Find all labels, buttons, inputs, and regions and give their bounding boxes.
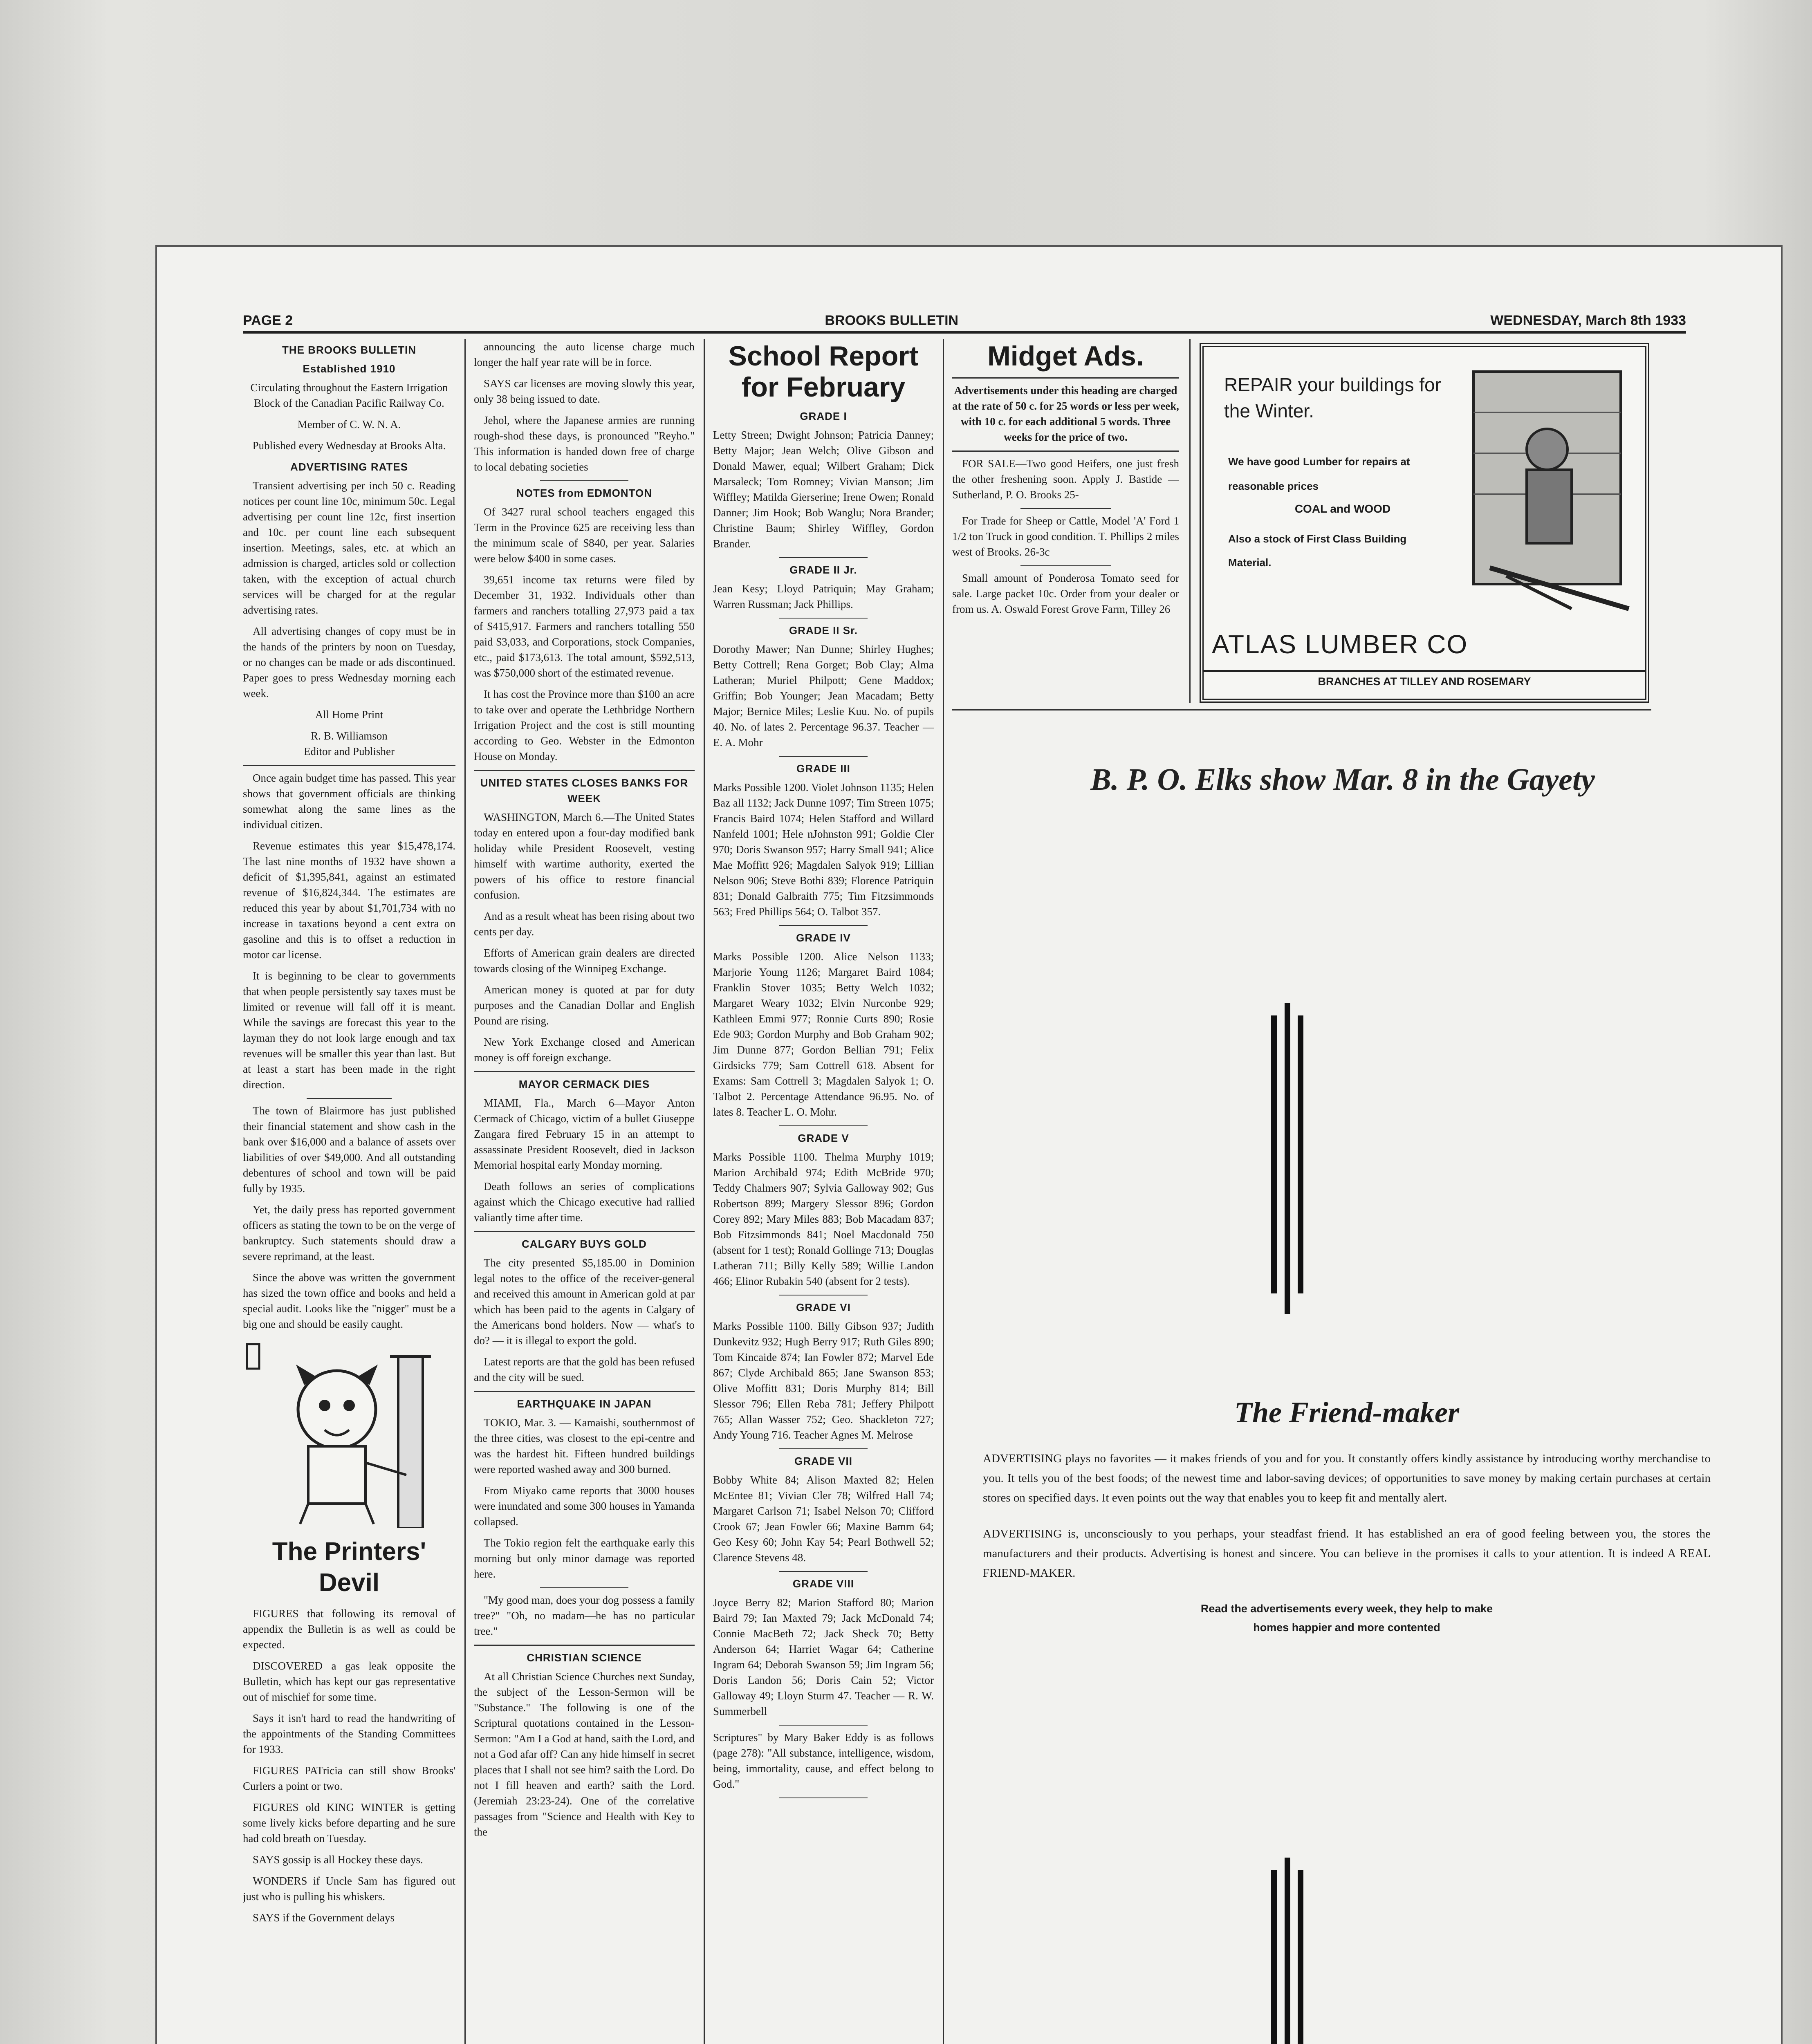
news-paragraph: And as a result wheat has been rising about two cents per day.	[474, 910, 695, 938]
grade-results: Bobby White 84; Alison Maxted 82; Helen McEntee 81; Vivian Cler 78; Wilfred Hall 74; Margaret Carlson 71; Isabel Nelson 70; Clifford Crook 67; Jean Fowler 66; Maxine Bamm 64; Geo Kesy 60; John Kay 54; Pearl Bothwell 52; Clarence Stevens 48.	[713, 1474, 934, 1564]
grade-results: Jean Kesy; Lloyd Patriquin; May Graham; Warren Russman; Jack Phillips.	[713, 583, 934, 610]
rates-heading: ADVERTISING RATES	[290, 461, 408, 473]
grade-heading: GRADE VIII	[792, 1578, 854, 1590]
home-print: All Home Print	[315, 708, 383, 721]
newspaper-page	[155, 245, 1783, 2044]
news-paragraph: MIAMI, Fla., March 6—Mayor Anton Cermack of Chicago, victim of a bullet Giuseppe Zangara fired February 15 in an attempt to assassinate President Roosevelt, died in Jackson Memorial hospital early Monday morning.	[474, 1097, 695, 1171]
grade-heading: GRADE IV	[796, 932, 851, 944]
earthquake-heading: EARTHQUAKE IN JAPAN	[517, 1398, 652, 1410]
decorative-bar	[1271, 1870, 1277, 2044]
decorative-bar	[1298, 1015, 1303, 1293]
decorative-bar	[1271, 1015, 1277, 1293]
banks-heading: UNITED STATES CLOSES BANKS FOR WEEK	[480, 777, 688, 805]
midget-ads-column	[952, 339, 1179, 707]
devil-item: Says it isn't hard to read the handwriting of the appointments of the Standing Committees for 1933.	[243, 1712, 455, 1755]
ad-line: We have good Lumber for repairs at reasonable prices	[1228, 455, 1410, 492]
classified-ad: For Trade for Sheep or Cattle, Model 'A' Ford 1 1/2 ton Truck in good condition. T. Phillips 2 miles west of Brooks. 26-3c	[952, 515, 1179, 558]
grade-results: Marks Possible 1100. Billy Gibson 937; Judith Dunkevitz 932; Hugh Berry 917; Ruth Giles 890; Tom Kincaide 874; Ian Fowler 872; Marvel Ede 867; Clyde Archibald 865; Jane Swanson 853; Olive Moffitt 831; Doris Murphy 814; Bill Slessor 796; Ellen Reba 781; Jeffery Philpott 765; Allan Wasser 752; Geo. Shackleton 727; Andy Young 716. Teacher Agnes M. Melrose	[713, 1320, 934, 1441]
editorial-paragraph: It is beginning to be clear to governments that when people persistently say taxes must be limited or revenue will fall off it is meant. While the savings are forecast this year to the layman they do not look large enough and tax revenues will be smaller this year than last. But at least a start has been made in the right direction.	[243, 970, 455, 1091]
devil-item: SAYS gossip is all Hockey these days.	[253, 1853, 423, 1866]
news-paragraph: Of 3427 rural school teachers engaged this Term in the Province 625 are receiving less than the minimum scale of $840, per year. Salaries were below $400 in some cases.	[474, 506, 695, 565]
divider	[952, 709, 1651, 710]
rates-text: Transient advertising per inch 50 c. Reading notices per count line 10c, minimum 50c. Legal advertising per count line 12c, first insertion and 10c. per count line each subsequent insertion. Meetings, sales, etc. at which an admission is charged, articles sold or collection taken, with the exception of actual church services will be charged for at the regular advertising rates.	[243, 480, 455, 616]
news-paragraph: Jehol, where the Japanese armies are running rough-shod these days, is pronounced "Reyho." This information is handed down free of charge to local debating societies	[474, 414, 695, 473]
atlas-lumber-ad	[1200, 343, 1649, 703]
editor-name: R. B. Williamson	[311, 730, 388, 742]
news-paragraph: From Miyako came reports that 3000 houses were inundated and some 300 houses in Yamanda collapsed.	[474, 1484, 695, 1528]
masthead: THE BROOKS BULLETIN	[282, 344, 417, 356]
friend-maker-footer: homes happier and more contented	[1253, 1621, 1440, 1634]
member-note: Member of C. W. N. A.	[297, 418, 401, 430]
news-paragraph: At all Christian Science Churches next Sunday, the subject of the Lesson-Sermon will be "Substance." The following is one of the Scriptural quotations contained in the Lesson-Sermon: "Am I a God at hand, saith the Lord, and not a God afar off? Can any hide himself in secret places that I shall not see him? saith the Lord. Do not I fill heaven and earth? saith the Lord. (Jeremiah 23:23-24). One of the correlative passages from "Science and Health with Key to the	[474, 1670, 695, 1838]
devil-item: FIGURES old KING WINTER is getting some lively kicks before departing and he sure had cold breath on Tuesday.	[243, 1801, 455, 1845]
news-paragraph: Death follows an series of complications against which the Chicago executive had rallied valiantly time after time.	[474, 1180, 695, 1224]
grade-results: Marks Possible 1100. Thelma Murphy 1019; Marion Archibald 974; Edith McBride 970; Teddy Chalmers 907; Sylvia Galloway 902; Gus Robertson 899; Margery Slessor 896; Gordon Corey 892; Mary Miles 883; Bob Macadam 837; Bob Fitzsimmonds 841; Noel Macdonald 750 (absent for 1 test); Ronald Gollinge 713; Douglas Latheran 711; Billy Kelly 589; Willie Landon 466; Elinor Rubakin 540 (absent for 2 tests).	[713, 1151, 934, 1287]
news-paragraph: American money is quoted at par for duty purposes and the Canadian Dollar and English Pound are rising.	[474, 984, 695, 1027]
grade-heading: GRADE II Jr.	[789, 564, 857, 576]
editorial-paragraph: The town of Blairmore has just published their financial statement and show cash in the bank over $16,000 and a balance of assets over liabilities of over $49,000. And all outstanding debentures of school and town will be paid fully by 1935.	[243, 1105, 455, 1195]
grade-heading: GRADE VI	[796, 1301, 851, 1313]
printers-devil-illustration	[243, 1340, 455, 1528]
circulation-note: Circulating throughout the Eastern Irrigation Block of the Canadian Pacific Railway Co.	[250, 381, 448, 409]
decorative-bar	[1285, 1858, 1290, 2044]
divider	[474, 770, 695, 771]
page-number: PAGE 2	[243, 313, 293, 328]
carpenter-illustration-icon	[1465, 355, 1637, 617]
divider	[779, 925, 868, 926]
divider	[474, 1391, 695, 1392]
midget-ads-intro: Advertisements under this heading are charged at the rate of 50 c. for 25 words or less per week, with 10 c. for each additional 5 words. Three weeks for the price of two.	[952, 384, 1179, 443]
established: Established 1910	[303, 363, 396, 375]
devil-item: WONDERS if Uncle Sam has figured out just who is pulling his whiskers.	[243, 1875, 455, 1903]
gold-heading: CALGARY BUYS GOLD	[522, 1238, 647, 1250]
ad-headline: REPAIR your buildings for the Winter.	[1224, 374, 1441, 421]
news-paragraph: The city presented $5,185.00 in Dominion legal notes to the office of the receiver-general and received this amount in American gold at par which has been paid to the agents in Calgary of the Americans bond holders. Now — what's to do? — it is illegal to export the gold.	[474, 1257, 695, 1347]
grade-results: Letty Streen; Dwight Johnson; Patricia Danney; Betty Major; Jean Welch; Olive Gibson and Donald Mawer, equal; Wilbert Graham; Dick Marsaleck; Tom Romney; Vivian Manson; Jim Wiffley; Matilda Gierserine; Irene Owen; Ronald Danner; Jim Hook; Bob Wanglu; Nora Brander; Christine Baum; Shirley Wiffley, Gordon Brander.	[713, 429, 934, 550]
page-header	[243, 300, 1686, 334]
published-note: Published every Wednesday at Brooks Alta.	[252, 439, 446, 452]
divider	[307, 1098, 392, 1099]
devil-item: DISCOVERED a gas leak opposite the Bulletin, which has kept our gas representative out of mischief for some time.	[243, 1660, 455, 1703]
devil-cartoon-icon	[243, 1340, 455, 1528]
devil-item: FIGURES that following its removal of appendix the Bulletin is as well as could be expected.	[243, 1607, 455, 1651]
devil-item: SAYS if the Government delays	[253, 1912, 395, 1924]
grade-results: Marks Possible 1200. Alice Nelson 1133; Marjorie Young 1126; Margaret Baird 1084; Franklin Stover 1035; Betty Welch 1032; Margaret Weary 1032; Elvin Nurconbe 929; Kathleen Emmi 977; Ronnie Curts 890; Rosie Ede 903; Gordon Murphy and Bob Graham 902; Jim Dunne 877; Gordon Bellian 791; Felix Girdsicks 779; Sam Cottrell 618. Absent for Exams: Sam Cottrell 3; Magdalen Salyok 1; O. Talbot 2. Percentage Attendance 96.95. No. of lates 8. Teacher L. O. Mohr.	[713, 950, 934, 1118]
divider	[474, 1071, 695, 1072]
divider	[474, 1645, 695, 1646]
divider	[779, 1125, 868, 1126]
grade-heading: GRADE II Sr.	[789, 624, 858, 637]
column-rule	[1189, 339, 1191, 703]
issue-date: WEDNESDAY, March 8th 1933	[1490, 313, 1686, 328]
friend-maker-paragraph: ADVERTISING plays no favorites — it makes friends of you and for you. It constantly offers kindly assistance by introducing worthy merchandise to you. It tells you of the best foods; of the newest time and labor-saving devices; of opportunities to save money by making certain purchases at certain stores on specified days. It even points out the way that enables you to keep fit and mentally alert.	[983, 1452, 1711, 1504]
elks-banner: B. P. O. Elks show Mar. 8 in the Gayety	[1090, 762, 1595, 797]
editorial-paragraph: Yet, the daily press has reported government officers as stating the town to be on the verge of bankruptcy. Such statements should draw a severe reprimand, at the least.	[243, 1204, 455, 1262]
classified-ad: FOR SALE—Two good Heifers, one just fresh the other freshening soon. Apply J. Bastide — Sutherland, P. O. Brooks 25-	[952, 457, 1179, 501]
column-rule	[704, 339, 705, 2044]
divider	[779, 1571, 868, 1572]
devil-item: FIGURES PATricia can still show Brooks' Curlers a point or two.	[243, 1764, 455, 1792]
news-paragraph: TOKIO, Mar. 3. — Kamaishi, southernmost of the three cities, was closest to the epi-centre and was the hardest hit. Fifteen hundred buildings were reported washed away and 300 burned.	[474, 1416, 695, 1475]
editorial-paragraph: Once again budget time has passed. This year shows that government officials are thinking somewhat along the same lines as the individual citizen.	[243, 772, 455, 831]
column-rule	[464, 339, 466, 2044]
divider	[540, 480, 628, 481]
divider	[779, 618, 868, 619]
news-paragraph: SAYS car licenses are moving slowly this year, only 38 being issued to date.	[474, 377, 695, 405]
column-2	[474, 339, 695, 2044]
news-paragraph: WASHINGTON, March 6.—The United States today en entered upon a four-day modified bank holiday while President Roosevelt, vesting himself with wartime authority, exerted the powers of his office to restore financial confusion.	[474, 811, 695, 901]
ad-line: Also a stock of First Class Building Material.	[1228, 533, 1407, 569]
divider	[779, 1797, 868, 1798]
editorial-paragraph: Revenue estimates this year $15,478,174. The last nine months of 1932 have shown a deficit of $1,395,841, against an estimated revenue of $16,824,344. The estimates are reduced this year by about $1,701,734 with no increase in taxations beyond a cent extra on gasoline and this is to offset a reduction in motor car license.	[243, 840, 455, 961]
grade-results: Dorothy Mawer; Nan Dunne; Shirley Hughes; Betty Cottrell; Rena Gorget; Bob Clay; Alma Latheran; Muriel Philpott; Gene Maddox; Griffin; Bob Younger; Jean Macadam; Betty Major; Bernice Miles; Leslie Kuu. No. of pupils 40. No. of lates 2. Percentage 96.37. Teacher — E. A. Mohr	[713, 643, 934, 749]
grade-heading: GRADE V	[798, 1132, 849, 1144]
cermack-heading: MAYOR CERMACK DIES	[518, 1078, 650, 1090]
school-report-column	[713, 339, 934, 2044]
divider	[779, 1448, 868, 1449]
friend-maker-paragraph: ADVERTISING is, unconsciously to you perhaps, your steadfast friend. It has established an era of good feeling between you, the stores the manufacturers and their products. Advertising is honest and sincere. You can believe in the promises it calls to your attention. It is indeed A REAL FRIEND-MAKER.	[983, 1527, 1711, 1580]
printers-devil-title: The Printers' Devil	[272, 1537, 426, 1597]
friend-maker-body	[983, 1449, 1711, 1637]
midget-ads-title: Midget Ads.	[987, 341, 1144, 372]
divider	[779, 756, 868, 757]
grade-heading: GRADE VII	[794, 1455, 852, 1467]
paper-name: BROOKS BULLETIN	[825, 313, 959, 328]
divider	[779, 1725, 868, 1726]
grade-heading: GRADE III	[796, 762, 850, 775]
ad-branches: BRANCHES AT TILLEY AND ROSEMARY	[1204, 670, 1645, 688]
grade-list	[713, 408, 934, 1798]
news-paragraph: It has cost the Province more than $100 an acre to take over and operate the Lethbridge Northern Irrigation Project and the cost is still mounting according to Geo. Webster in the Edmonton House on Monday.	[474, 688, 695, 762]
ad-company-name: ATLAS LUMBER CO	[1212, 630, 1468, 659]
news-paragraph: 39,651 income tax returns were filed by December 31, 1932. Individuals other than farmers and ranchers totalling 27,973 paid a tax of $415,917. Farmers and ranchers totalling 550 paid $3,033, and Corporations, stock Companies, etc., paid $173,613. The total amount, $592,513, was $750,000 short of the estimated revenue.	[474, 574, 695, 679]
divider	[1020, 565, 1111, 566]
friend-maker-footer: Read the advertisements every week, they help to make	[1200, 1602, 1493, 1615]
friend-maker-title: The Friend-maker	[1234, 1396, 1459, 1429]
grade-results: Scriptures" by Mary Baker Eddy is as follows (page 278): "All substance, intelligence, wisdom, being, immortality, cause, and effect belong to God."	[713, 1731, 934, 1790]
column-rule	[943, 339, 944, 2044]
christian-science-heading: CHRISTIAN SCIENCE	[527, 1652, 642, 1664]
editorial-paragraph: Since the above was written the government has sized the town office and books and held a special audit. Looks like the "nigger" must be a big one and should be easily caught.	[243, 1271, 455, 1330]
changes-text: All advertising changes of copy must be in the hands of the printers by noon on Tuesday, or no changes can be made or ads discontinued. Paper goes to press Wednesday morning each week.	[243, 625, 455, 699]
edmonton-heading: NOTES from EDMONTON	[516, 487, 652, 499]
news-paragraph: Latest reports are that the gold has been refused and the city will be sued.	[474, 1356, 695, 1383]
grade-heading: GRADE I	[800, 410, 847, 422]
divider	[952, 377, 1179, 379]
decorative-bar	[1285, 1003, 1290, 1314]
divider	[540, 1587, 628, 1588]
divider	[1020, 508, 1111, 509]
classified-ad: Small amount of Ponderosa Tomato seed for sale. Large packet 10c. Order from your dealer or from us. A. Oswald Forest Grove Farm, Tilley 26	[952, 572, 1179, 615]
editor-title: Editor and Publisher	[304, 745, 395, 758]
divider	[779, 557, 868, 558]
news-paragraph: Efforts of American grain dealers are directed towards closing of the Winnipeg Exchange.	[474, 947, 695, 975]
joke: "My good man, does your dog possess a family tree?" "Oh, no madam—he has no particular tree."	[474, 1594, 695, 1637]
school-report-title: School Report for February	[728, 341, 919, 403]
news-paragraph: The Tokio region felt the earthquake early this morning but only minor damage was reported here.	[474, 1537, 695, 1580]
divider	[952, 450, 1179, 452]
grade-results: Joyce Berry 82; Marion Stafford 80; Marion Baird 79; Ian Maxted 79; Jack McDonald 74; Connie MacBeth 72; Jack Sheck 70; Betty Anderson 64; Harriet Wagar 64; Catherine Ingram 64; Deborah Swanson 59; Jim Ingram 56; Doris Landon 56; Doris Cain 52; Victor Galloway 49; Lloyn Sturm 47. Teacher — R. W. Summerbell	[713, 1596, 934, 1717]
news-paragraph: announcing the auto license charge much longer the half year rate will be in force.	[474, 341, 695, 368]
ad-line: COAL and WOOD	[1294, 502, 1391, 515]
column-1	[243, 339, 455, 2044]
divider	[243, 765, 455, 766]
news-paragraph: New York Exchange closed and American money is off foreign exchange.	[474, 1036, 695, 1064]
grade-results: Marks Possible 1200. Violet Johnson 1135; Helen Baz all 1132; Jack Dunne 1097; Tim Streen 1075; Francis Baird 1074; Helen Stafford and Willard Nanfeld 1001; Hele nJohnston 991; Goldie Cler 970; Doris Swanson 957; Harry Small 941; Alice Mae Moffitt 926; Magdalen Salyok 919; Lillian Nelson 906; Steve Bothi 839; Florence Patriquin 831; Donald Galbraith 775; Tim Fitzsimmonds 563; Fred Phillips 564; O. Talbot 357.	[713, 781, 934, 918]
divider	[474, 1231, 695, 1232]
decorative-bar	[1298, 1870, 1303, 2044]
